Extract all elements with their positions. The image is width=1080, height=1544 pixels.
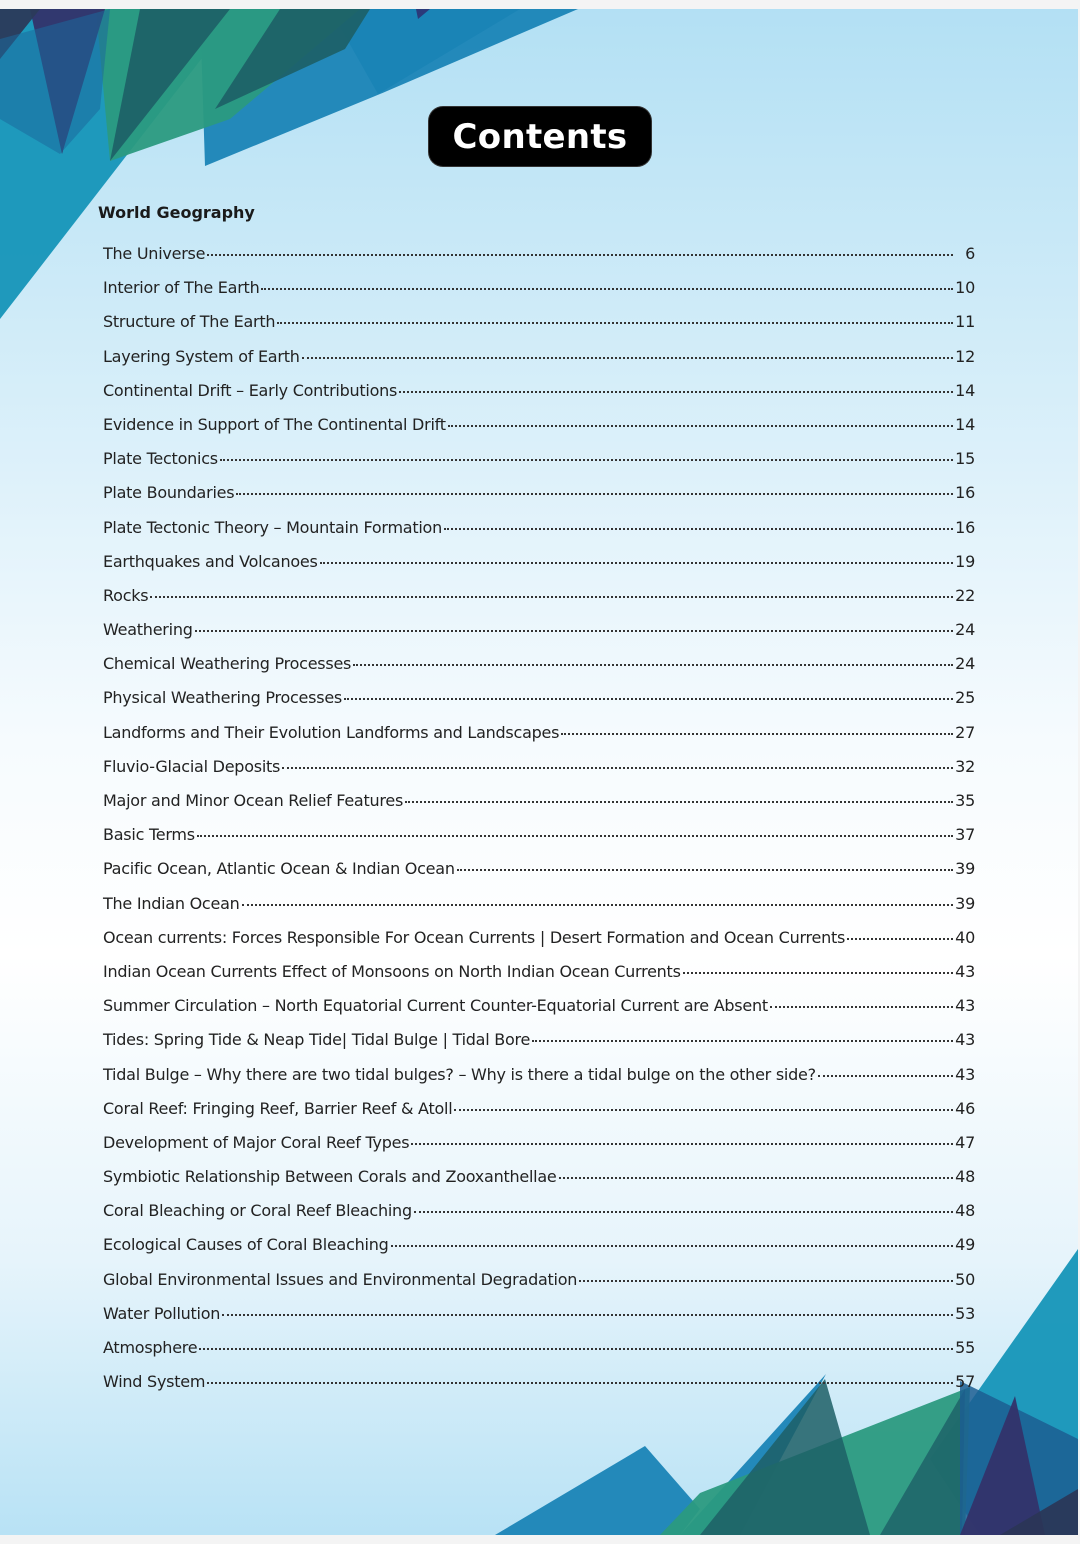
toc-entry-title: Plate Tectonics bbox=[103, 449, 218, 469]
toc-entry-title: Coral Reef: Fringing Reef, Barrier Reef & Atoll bbox=[103, 1098, 453, 1118]
dot-leader bbox=[444, 527, 953, 530]
toc-entry-page-number: 24 bbox=[955, 654, 975, 674]
dot-leader bbox=[559, 1176, 953, 1179]
dot-leader bbox=[532, 1039, 953, 1042]
toc-entry[interactable] bbox=[103, 545, 975, 579]
toc-entry-title: Rocks bbox=[103, 585, 149, 605]
dot-leader bbox=[448, 424, 953, 427]
toc-entry-page-number: 43 bbox=[955, 1030, 975, 1050]
toc-entry[interactable] bbox=[103, 1058, 975, 1092]
toc-entry[interactable] bbox=[103, 921, 975, 955]
dot-leader bbox=[414, 1210, 953, 1213]
toc-entry-page-number: 24 bbox=[955, 620, 975, 640]
toc-entry-page-number: 14 bbox=[955, 414, 975, 434]
toc-entry-page-number: 14 bbox=[955, 380, 975, 400]
toc-entry[interactable] bbox=[103, 442, 975, 476]
toc-entry[interactable] bbox=[103, 1228, 975, 1262]
toc-entry-page-number: 43 bbox=[955, 961, 975, 981]
deco-darkteal-bottom bbox=[700, 1379, 870, 1535]
toc-entry[interactable] bbox=[103, 340, 975, 374]
toc-entry-title: Plate Boundaries bbox=[103, 483, 235, 503]
toc-entry-title: Earthquakes and Volcanoes bbox=[103, 551, 318, 571]
toc-entry-title: Fluvio-Glacial Deposits bbox=[103, 756, 281, 776]
toc-entry-page-number: 57 bbox=[955, 1372, 975, 1392]
toc-entry[interactable] bbox=[103, 1160, 975, 1194]
deco-blue-bottom bbox=[495, 1446, 700, 1535]
dot-leader bbox=[277, 321, 953, 324]
toc-entry-page-number: 43 bbox=[955, 1064, 975, 1084]
toc-entry[interactable] bbox=[103, 1023, 975, 1057]
toc-entry[interactable] bbox=[103, 784, 975, 818]
toc-entry-page-number: 15 bbox=[955, 449, 975, 469]
toc-entry-title: Plate Tectonic Theory – Mountain Formation bbox=[103, 517, 442, 537]
dot-leader bbox=[220, 458, 953, 461]
toc-entry-title: Ocean currents: Forces Responsible For Ocean Currents | Desert Formation and Ocean Currents bbox=[103, 927, 846, 947]
toc-entry-title: The Indian Ocean bbox=[103, 893, 240, 913]
dot-leader bbox=[207, 1381, 953, 1384]
toc-entry-page-number: 55 bbox=[955, 1338, 975, 1357]
toc-entry[interactable] bbox=[103, 476, 975, 510]
toc-entry[interactable] bbox=[103, 271, 975, 305]
toc-entry[interactable] bbox=[103, 818, 975, 852]
toc-entry-title: Continental Drift – Early Contributions bbox=[103, 380, 398, 400]
dot-leader bbox=[847, 937, 953, 940]
toc-entry-title: Atmosphere bbox=[103, 1338, 198, 1357]
toc-entry[interactable] bbox=[103, 374, 975, 408]
toc-entry-title: Summer Circulation – North Equatorial Current Counter-Equatorial Current are Absent bbox=[103, 996, 768, 1016]
toc-entry-title: Water Pollution bbox=[103, 1303, 221, 1323]
toc-entry[interactable] bbox=[103, 887, 975, 921]
toc-entry-page-number: 39 bbox=[955, 859, 975, 879]
dot-leader bbox=[818, 1074, 953, 1077]
toc-entry-page-number: 46 bbox=[955, 1098, 975, 1118]
toc-entry-page-number: 49 bbox=[955, 1235, 975, 1255]
toc-entry-title: Structure of The Earth bbox=[103, 312, 276, 332]
toc-entry-page-number: 19 bbox=[955, 551, 975, 571]
toc-entry-page-number: 25 bbox=[955, 688, 975, 708]
toc-entry-page-number: 16 bbox=[955, 517, 975, 537]
toc-entry-title: Wind System bbox=[103, 1372, 206, 1392]
toc-entry-page-number: 48 bbox=[955, 1201, 975, 1221]
toc-entry-page-number: 47 bbox=[955, 1132, 975, 1152]
page-title: Contents bbox=[452, 116, 628, 157]
toc-entry-page-number: 32 bbox=[955, 756, 975, 776]
toc-entry[interactable] bbox=[103, 1297, 975, 1331]
toc-entry-page-number: 22 bbox=[955, 585, 975, 605]
toc-entry-page-number: 40 bbox=[955, 927, 975, 947]
toc-entry[interactable] bbox=[103, 613, 975, 647]
dot-leader bbox=[222, 1313, 953, 1316]
toc-entry-title: Symbiotic Relationship Between Corals and Zooxanthellae bbox=[103, 1167, 557, 1187]
toc-entry-title: Development of Major Coral Reef Types bbox=[103, 1132, 410, 1152]
table-of-contents bbox=[103, 237, 975, 1399]
toc-entry[interactable] bbox=[103, 237, 975, 271]
toc-entry[interactable] bbox=[103, 579, 975, 613]
toc-entry[interactable] bbox=[103, 1263, 975, 1297]
dot-leader bbox=[683, 971, 953, 974]
toc-entry[interactable] bbox=[103, 1331, 975, 1365]
dot-leader bbox=[353, 663, 953, 666]
toc-entry-title: Landforms and Their Evolution Landforms and Landscapes bbox=[103, 722, 560, 742]
dot-leader bbox=[199, 1347, 953, 1350]
contents-title-box bbox=[429, 107, 651, 166]
dot-leader bbox=[454, 1108, 953, 1111]
toc-entry-page-number: 16 bbox=[955, 483, 975, 503]
toc-entry-title: Weathering bbox=[103, 620, 193, 640]
toc-entry[interactable] bbox=[103, 1092, 975, 1126]
dot-leader bbox=[282, 766, 953, 769]
toc-entry[interactable] bbox=[103, 955, 975, 989]
toc-entry-title: Pacific Ocean, Atlantic Ocean & Indian Ocean bbox=[103, 859, 455, 879]
dot-leader bbox=[344, 697, 953, 700]
toc-entry[interactable] bbox=[103, 1194, 975, 1228]
toc-entry-title: Interior of The Earth bbox=[103, 278, 260, 298]
dot-leader bbox=[320, 561, 953, 564]
toc-entry[interactable] bbox=[103, 681, 975, 715]
dot-leader bbox=[457, 868, 953, 871]
toc-entry[interactable] bbox=[103, 647, 975, 681]
toc-entry-page-number: 37 bbox=[955, 825, 975, 845]
dot-leader bbox=[261, 287, 953, 290]
dot-leader bbox=[411, 1142, 953, 1145]
toc-entry-page-number: 27 bbox=[955, 722, 975, 742]
contents-page bbox=[0, 9, 1078, 1535]
toc-entry-title: Basic Terms bbox=[103, 825, 195, 845]
dot-leader bbox=[770, 1005, 953, 1008]
toc-entry-page-number: 53 bbox=[955, 1303, 975, 1323]
toc-entry-page-number: 11 bbox=[955, 312, 975, 332]
toc-entry[interactable] bbox=[103, 750, 975, 784]
toc-entry-page-number: 43 bbox=[955, 996, 975, 1016]
dot-leader bbox=[561, 732, 953, 735]
toc-entry-page-number: 12 bbox=[955, 346, 975, 366]
toc-entry-title: Ecological Causes of Coral Bleaching bbox=[103, 1235, 389, 1255]
toc-entry[interactable] bbox=[103, 852, 975, 886]
toc-entry-title: Chemical Weathering Processes bbox=[103, 654, 352, 674]
toc-entry[interactable] bbox=[103, 1365, 975, 1399]
toc-entry-page-number: 10 bbox=[955, 278, 975, 298]
toc-entry-title: Global Environmental Issues and Environmental Degradation bbox=[103, 1269, 578, 1289]
dot-leader bbox=[236, 492, 953, 495]
toc-entry-title: Indian Ocean Currents Effect of Monsoons on North Indian Ocean Currents bbox=[103, 961, 681, 981]
dot-leader bbox=[197, 834, 953, 837]
toc-entry-title: Tidal Bulge – Why there are two tidal bulges? – Why is there a tidal bulge on the other side? bbox=[103, 1064, 816, 1084]
toc-entry-page-number: 50 bbox=[955, 1269, 975, 1289]
dot-leader bbox=[399, 390, 953, 393]
toc-entry[interactable] bbox=[103, 511, 975, 545]
dot-leader bbox=[207, 253, 953, 256]
dot-leader bbox=[391, 1244, 953, 1247]
toc-entry-title: Physical Weathering Processes bbox=[103, 688, 342, 708]
dot-leader bbox=[405, 800, 953, 803]
toc-entry-page-number: 48 bbox=[955, 1167, 975, 1187]
dot-leader bbox=[242, 903, 953, 906]
toc-entry-title: Layering System of Earth bbox=[103, 346, 300, 366]
toc-entry-title: Tides: Spring Tide & Neap Tide| Tidal Bulge | Tidal Bore bbox=[103, 1030, 531, 1050]
toc-entry[interactable] bbox=[103, 305, 975, 339]
toc-entry-page-number: 6 bbox=[965, 244, 975, 263]
toc-entry[interactable] bbox=[103, 1126, 975, 1160]
toc-entry-title: Coral Bleaching or Coral Reef Bleaching bbox=[103, 1201, 412, 1221]
dot-leader bbox=[195, 629, 953, 632]
toc-entry-title: Evidence in Support of The Continental Drift bbox=[103, 414, 446, 434]
toc-entry-title: Major and Minor Ocean Relief Features bbox=[103, 791, 404, 810]
dot-leader bbox=[150, 595, 953, 598]
toc-entry[interactable] bbox=[103, 408, 975, 442]
toc-entry[interactable] bbox=[103, 716, 975, 750]
section-heading: World Geography bbox=[98, 203, 255, 222]
toc-entry-title: The Universe bbox=[103, 244, 206, 263]
toc-entry[interactable] bbox=[103, 989, 975, 1023]
dot-leader bbox=[302, 356, 953, 359]
dot-leader bbox=[579, 1279, 953, 1282]
toc-entry-page-number: 35 bbox=[955, 791, 975, 810]
toc-entry-page-number: 39 bbox=[955, 893, 975, 913]
